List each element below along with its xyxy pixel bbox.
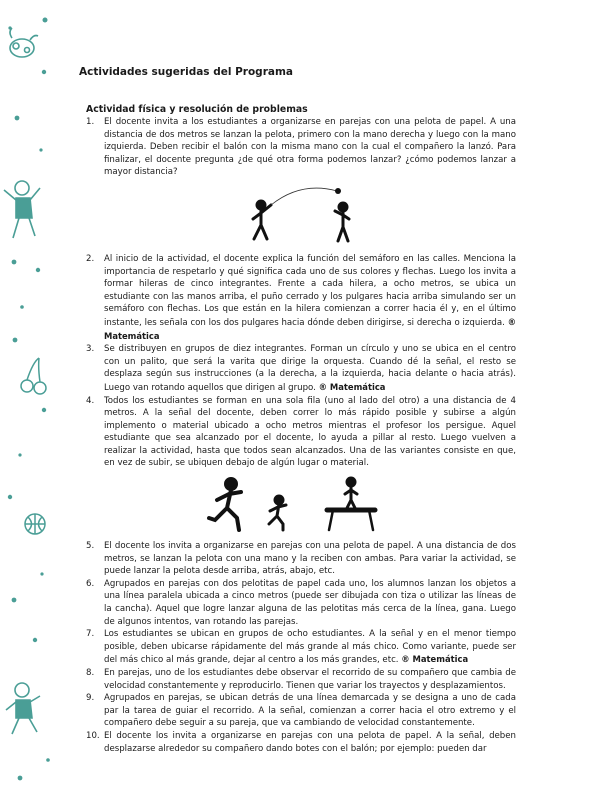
item-text: El docente invita a los estudiantes a organizarse en parejas con una pelota de papel. A una distancia de dos metros se lanzan la pelota, primero con la mano derecha y luego con la mano izquierda. Deben recibir el balón con la misma mano con la cual el compañero la lanzó. Para finalizar, el docente pregunta ¿de qué otra forma podemos lanzar? ¿cómo podemos lanzar a mayor distancia? [104,117,516,178]
item-number: 5. [86,541,95,552]
subject-tag: ® Matemática [318,381,386,392]
trampoline-icon [327,478,375,530]
running-adult-icon [209,479,241,530]
item-text: Todos los estudiantes se forman en una sola fila (uno al lado del otro) a una distancia de 4 metros. A la señal del docente, deben correr lo más rápido posible y subirse a algún implemento o material ubicado a ocho metros mientras el profesor los persigue. Aquel estudiante que sea alcanzado por el docente, lo ayuda a pillar al resto. Luego vuelven a realizar la actividad, hasta que todos sean alcanzados. Una de las variantes consiste en que, en vez de subir, se ubiquen debajo de algún lugar o material. [104,395,516,469]
item-text: Agrupados en parejas con dos pelotitas de papel cada uno, los alumnos lanzan los objetos a una línea paralela ubicada a cinco metros (puede ser dibujada con tiza o utilizar las líneas de la cancha). Aquel que logre lanzar alguna de las pelotitas más cerca de la línea, gana. Luego de algunos intentos, van rotando las parejas. [104,578,516,627]
running-illustration [201,476,401,532]
catching-child-icon [335,203,349,241]
item-number: 8. [86,668,95,678]
activity-list [86,116,516,179]
item-number: 2. [86,253,95,264]
activity-list [86,253,516,470]
dot-icon [8,18,50,781]
item-text: El docente los invita a organizarse en parejas con una pelota de papel. A una distancia de dos metros, se lanzan la pelota con una mano y la reciben con ambas. Para variar la actividad, se puede lanzar la pelota desde arriba, atrás, abajo, etc. [104,541,516,577]
activity-list [86,540,516,755]
list-item [86,628,516,667]
list-item [86,253,516,343]
item-text: Al inicio de la actividad, el docente explica la función del semáforo en las calles. Menciona la importancia de respetarlo y qué significa cada uno de sus colores y flechas. Luego los invita a formar hileras de cinco integrantes. Frente a cada hilera, a ocho metros, se ubica un estudiante con las manos arriba, el puño cerrado y los pulgares hacia arriba simulando ser un semáforo con flechas. Los que están en la hilera comienzan a correr hacia él y, en el último instante, les señala con los dos pulgares hacia dónde deben dirigirse, si derecha o izquierda. [104,253,516,328]
list-item [86,730,516,755]
item-text: En parejas, uno de los estudiantes debe observar el recorrido de su compañero que cambia de velocidad constantemente y reproducirlo. Tienen que variar los trayectos y desplazamientos. [104,668,516,691]
margin-decoration [0,0,58,800]
item-number: 10. [86,730,100,741]
section-title: Actividad física y resolución de problemas [86,104,308,115]
throw-arc [271,188,337,205]
item-text: Los estudiantes se ubican en grupos de ocho estudiantes. A la señal y en el menor tiempo posible, deben ubicarse rápidamente del más grande al más chico. Como variante, puede ser del más chico al más grande, dejar al centro a los más grandes, etc. [104,629,516,666]
list-item [86,343,516,394]
item-text: El docente los invita a organizarse en parejas con una pelota de papel. A la señal, deben desplazarse alrededor su compañero dando botes con el balón; por ejemplo: pueden dar [104,730,516,754]
ball-icon [25,514,45,534]
item-text: Agrupados en parejas, se ubican detrás de una línea demarcada y se designa a uno de cada par la tarea de guiar el recorrido. A la señal, comienzan a correr hacia el otro extremo y el compañero debe seguir a su pareja, que va cambiando de velocidad constantemente. [104,693,516,729]
document-body [86,104,516,755]
item-text: Se distribuyen en grupos de diez integrantes. Forman un círculo y uno se ubica en el centro con un palito, que será la varita que dirige la orquesta. Cuando dé la señal, el resto se desplaza según sus instrucciones (a la derecha, a la izquierda, hacia delante o hacia atrás). Luego van rotando aquellos que dirigen al grupo. [104,344,516,393]
bug-icon [10,28,38,57]
running-figure [86,476,516,532]
subject-tag: ® Matemática [104,316,516,341]
list-item [86,578,516,628]
item-number: 6. [86,578,95,589]
list-item [86,395,516,471]
throwing-child-icon [253,201,271,239]
running-child-icon [269,496,286,530]
list-item [86,540,516,578]
item-number: 7. [86,629,95,640]
list-item [86,667,516,692]
item-number: 4. [86,395,95,406]
throwing-illustration [241,185,361,247]
cherries-icon [21,358,46,394]
item-number: 1. [86,117,95,127]
child-runner-icon [6,683,40,734]
list-item [86,692,516,730]
item-number: 9. [86,693,95,704]
item-number: 3. [86,344,95,355]
subject-tag: ® Matemática [401,654,469,665]
ball-icon [335,188,341,194]
throwing-figure [86,185,516,247]
page-title: Actividades sugeridas del Programa [79,66,293,78]
child-gymnast-icon [4,181,40,238]
list-item [86,116,516,179]
